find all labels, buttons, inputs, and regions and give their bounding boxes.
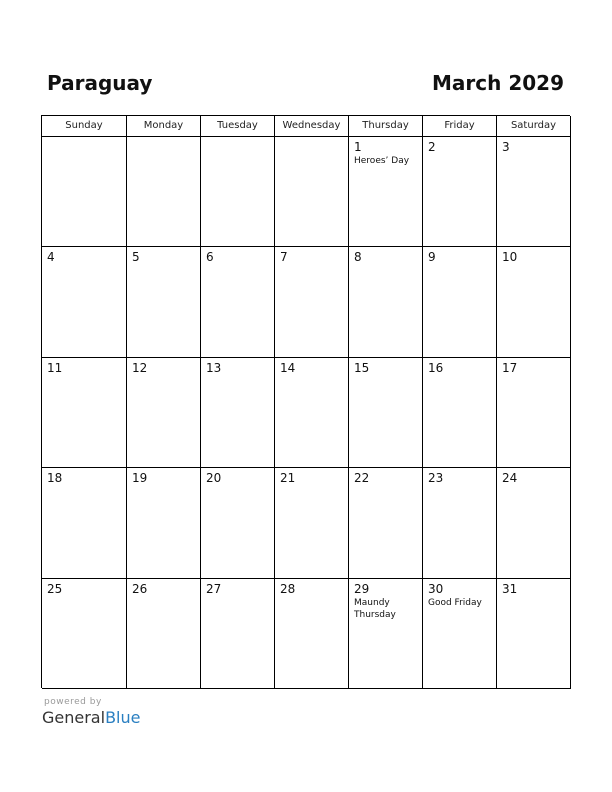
day-number: 1 xyxy=(354,140,362,154)
day-cell xyxy=(423,358,497,468)
day-number: 15 xyxy=(354,360,370,375)
day-cell xyxy=(42,468,127,578)
day-cell xyxy=(42,247,127,357)
day-number: 26 xyxy=(132,581,148,596)
day-number: 4 xyxy=(47,250,55,265)
day-number: 2 xyxy=(428,140,436,154)
weekday-header: Friday xyxy=(423,116,497,137)
day-cell xyxy=(42,579,127,689)
day-cell xyxy=(275,137,349,247)
day-number: 21 xyxy=(280,471,296,486)
day-cell xyxy=(201,468,275,578)
day-cell xyxy=(423,247,497,357)
weekday-header: Wednesday xyxy=(275,116,349,137)
day-number: 20 xyxy=(206,471,222,486)
day-cell xyxy=(275,579,349,689)
day-cell xyxy=(127,579,201,689)
brand-general: General xyxy=(42,708,106,727)
country-title: Paraguay xyxy=(47,71,153,95)
day-number: 9 xyxy=(428,250,436,265)
day-number: 16 xyxy=(428,360,444,375)
day-number: 18 xyxy=(47,471,63,486)
day-number: 31 xyxy=(502,581,518,596)
day-cell xyxy=(423,579,497,689)
day-number: 29 xyxy=(354,581,370,596)
day-cell xyxy=(42,137,127,247)
day-number: 25 xyxy=(47,581,63,596)
day-number: 5 xyxy=(132,250,140,265)
day-cell xyxy=(275,247,349,357)
day-cell xyxy=(127,137,201,247)
brand-blue: Blue xyxy=(105,708,141,727)
day-cell xyxy=(497,137,571,247)
day-number: 19 xyxy=(132,471,148,486)
weekday-header: Sunday xyxy=(42,116,127,137)
day-number: 6 xyxy=(206,250,214,265)
weekday-header: Thursday xyxy=(349,116,423,137)
brand-logo xyxy=(42,708,140,727)
day-cell xyxy=(349,468,423,578)
day-number: 23 xyxy=(428,471,444,486)
day-cell xyxy=(127,468,201,578)
day-cell xyxy=(497,579,571,689)
holiday-label: Maundy Thursday xyxy=(354,597,396,620)
day-cell xyxy=(497,468,571,578)
day-cell xyxy=(42,358,127,468)
day-number: 24 xyxy=(502,471,518,486)
day-cell xyxy=(275,468,349,578)
day-number: 11 xyxy=(47,360,63,375)
day-cell xyxy=(497,247,571,357)
day-cell xyxy=(201,247,275,357)
day-number: 8 xyxy=(354,250,362,265)
day-number: 17 xyxy=(502,360,518,375)
day-cell xyxy=(349,579,423,689)
day-cell xyxy=(497,358,571,468)
day-number: 13 xyxy=(206,360,222,375)
day-number: 10 xyxy=(502,250,518,265)
day-number: 27 xyxy=(206,581,222,596)
day-number: 3 xyxy=(502,140,510,154)
month-title: March 2029 xyxy=(432,71,564,95)
day-cell xyxy=(349,137,423,247)
weekday-header: Monday xyxy=(127,116,201,137)
day-number: 28 xyxy=(280,581,296,596)
day-cell xyxy=(201,579,275,689)
calendar-grid xyxy=(41,115,570,688)
day-cell xyxy=(423,137,497,247)
day-cell xyxy=(127,358,201,468)
day-number: 14 xyxy=(280,360,296,375)
day-cell xyxy=(349,247,423,357)
weekday-header: Saturday xyxy=(497,116,571,137)
holiday-label: Good Friday xyxy=(428,597,482,608)
powered-by-label: powered by xyxy=(44,697,102,707)
day-number: 22 xyxy=(354,471,370,486)
day-cell xyxy=(127,247,201,357)
weekday-header: Tuesday xyxy=(201,116,275,137)
day-number: 30 xyxy=(428,581,444,596)
day-number: 12 xyxy=(132,360,148,375)
day-cell xyxy=(423,468,497,578)
day-cell xyxy=(275,358,349,468)
day-cell xyxy=(201,358,275,468)
day-cell xyxy=(349,358,423,468)
holiday-label: Heroes’ Day xyxy=(354,156,410,166)
day-cell xyxy=(201,137,275,247)
day-number: 7 xyxy=(280,250,288,265)
